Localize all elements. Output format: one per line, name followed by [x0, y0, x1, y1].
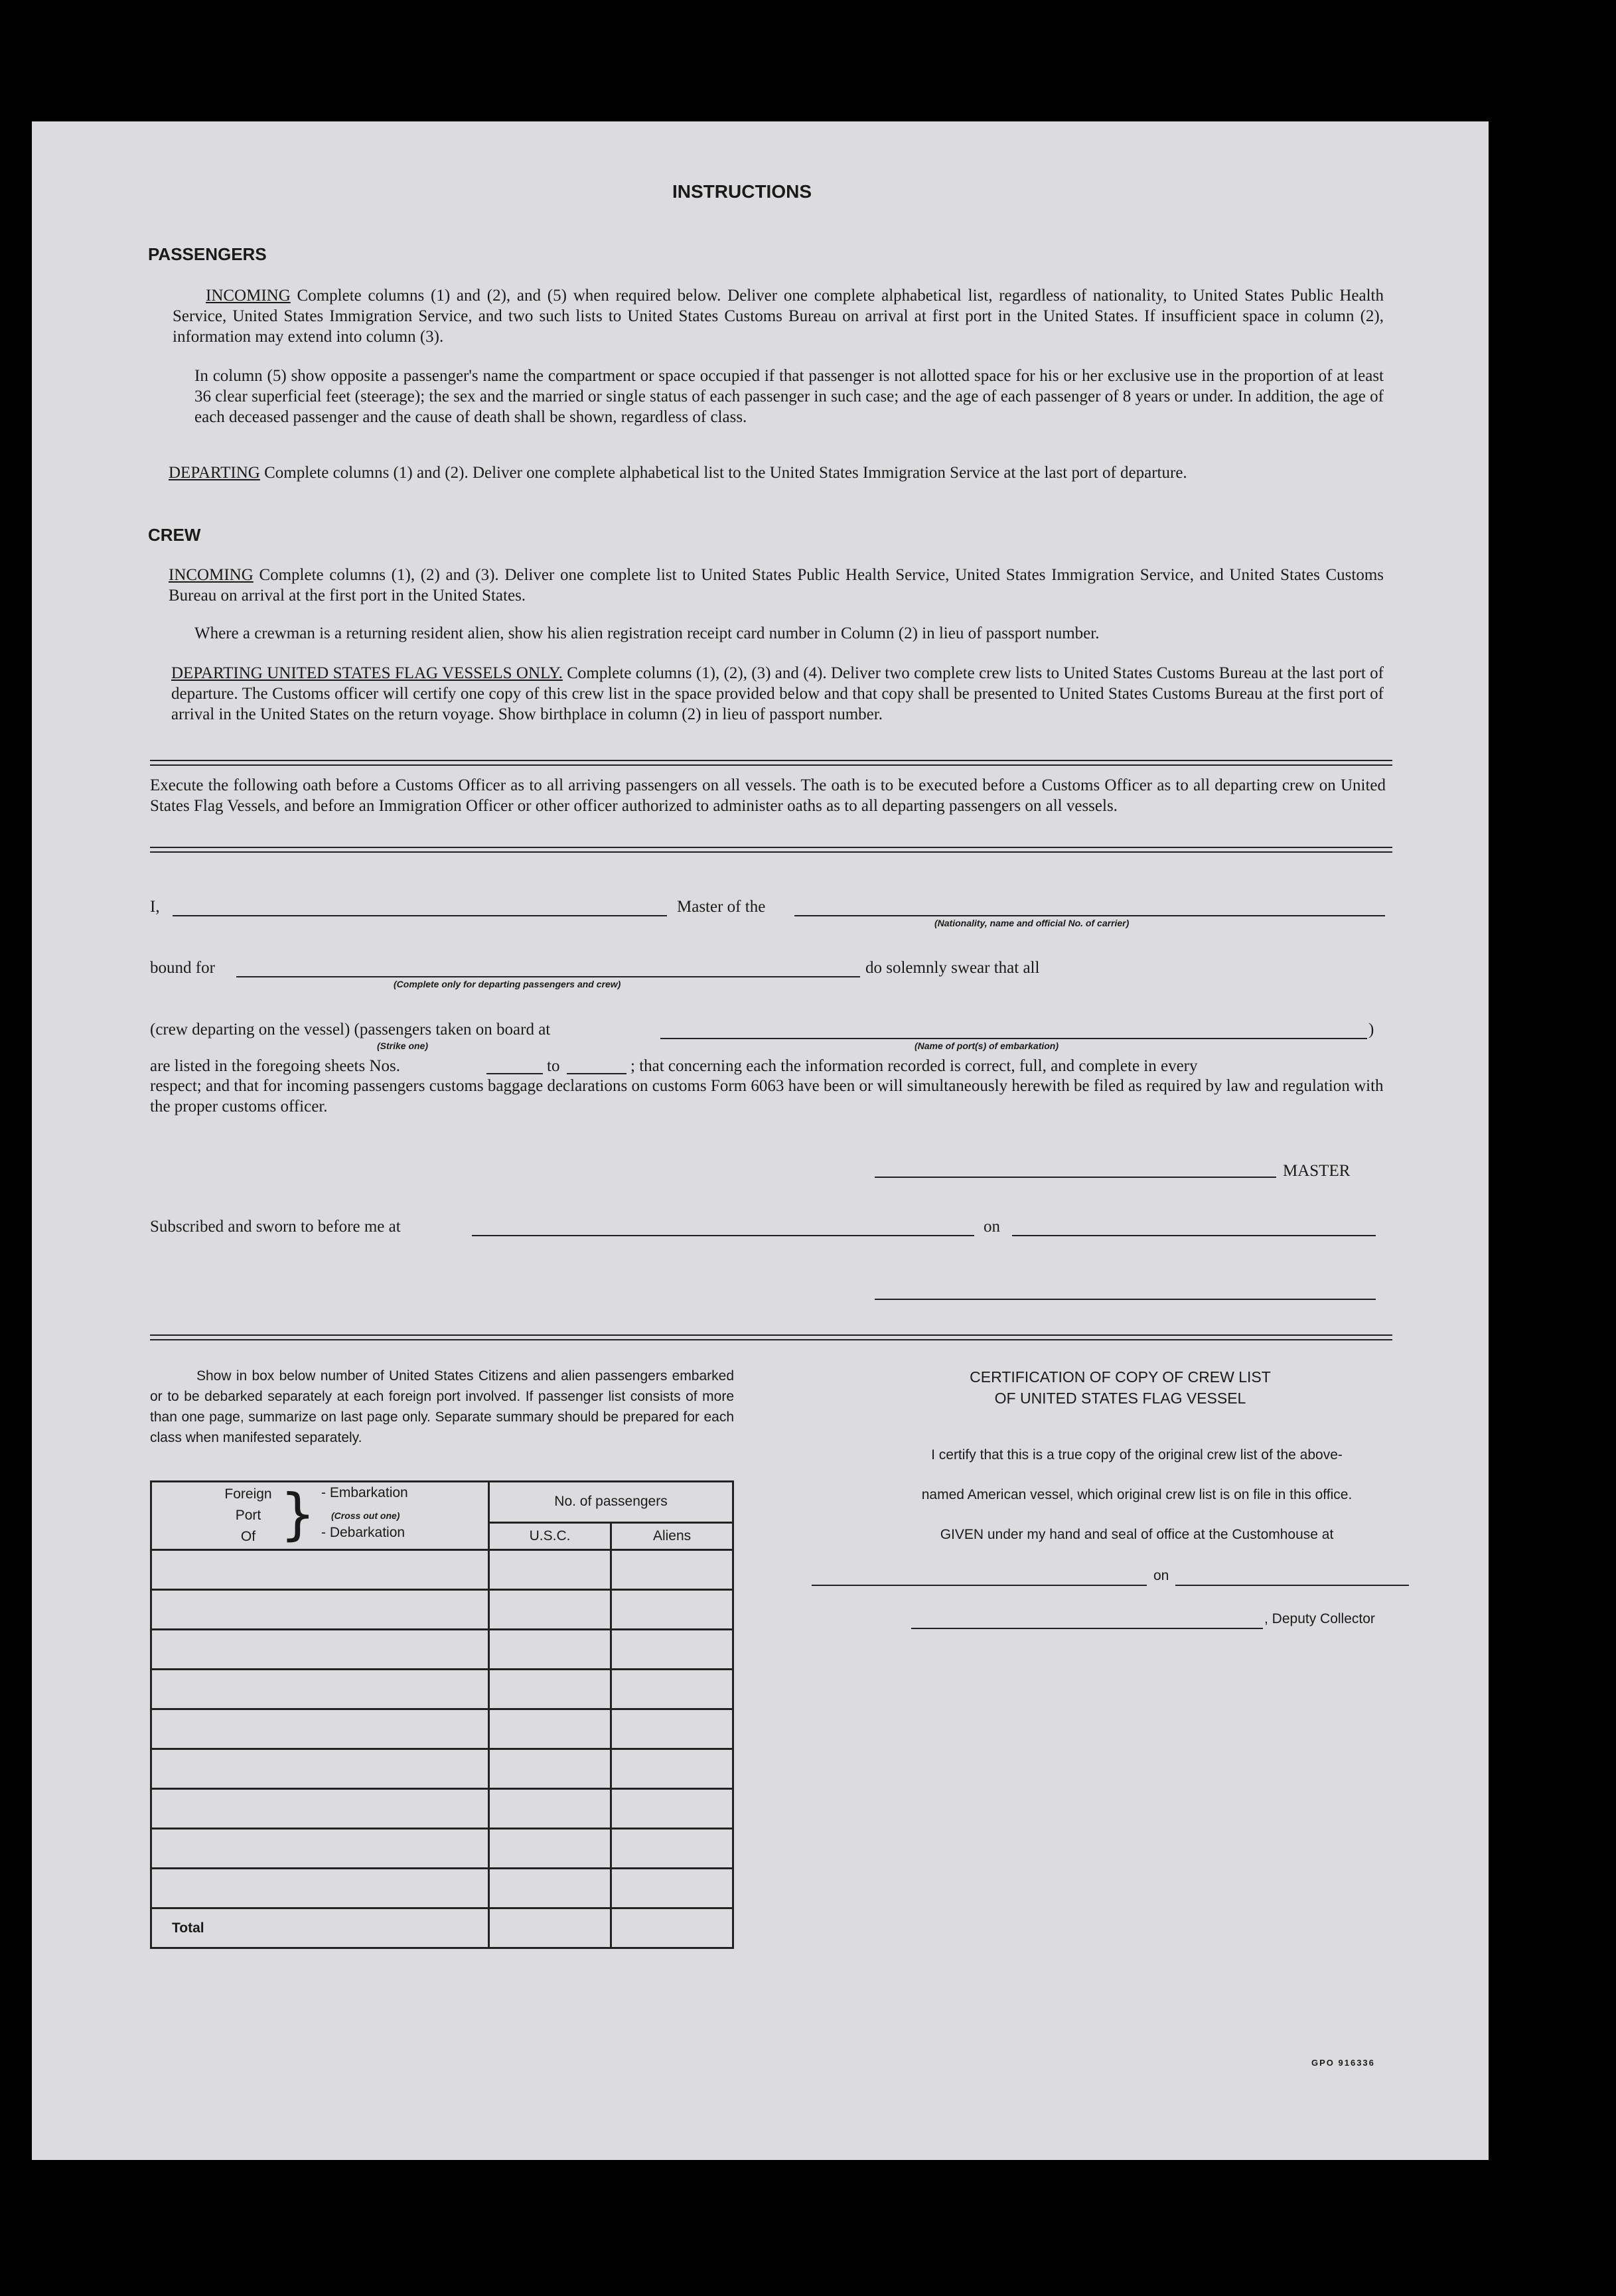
embarkation-label: - Embarkation	[321, 1485, 408, 1500]
master-name-field[interactable]	[173, 915, 667, 916]
aliens-cell[interactable]	[611, 1630, 733, 1670]
certification-line-3: GIVEN under my hand and seal of office at the Customhouse at	[940, 1527, 1334, 1542]
certification-title-1: CERTIFICATION OF COPY OF CREW LIST	[970, 1368, 1271, 1386]
foreign-label: Foreign	[224, 1486, 272, 1502]
aliens-cell[interactable]	[611, 1869, 733, 1908]
crew-passengers-text: (crew departing on the vessel) (passengers taken on board at	[150, 1021, 551, 1039]
sheet-from-field[interactable]	[486, 1073, 543, 1074]
listed-c: respect; and that for incoming passengers customs baggage declarations on customs Form 6063 have been or will simultaneously herewith be filed as required by law and regulation with the proper customs officer.	[150, 1077, 1384, 1115]
aliens-cell[interactable]	[611, 1789, 733, 1829]
usc-header: U.S.C.	[489, 1522, 611, 1549]
divider	[150, 760, 1392, 766]
passengers-incoming	[173, 285, 1384, 347]
departing-label: DEPARTING	[169, 464, 260, 482]
cross-out-caption: (Cross out one)	[331, 1510, 400, 1521]
nationality-caption: (Nationality, name and official No. of carrier)	[934, 918, 1130, 928]
port-header-cell	[151, 1482, 489, 1550]
oath-i-label: I,	[150, 898, 160, 916]
sworn-date-field[interactable]	[1012, 1235, 1376, 1236]
crewman-paragraph: Where a crewman is a returning resident alien, show his alien registration receipt card number in Column (2) in lieu of passport number.	[194, 624, 1100, 642]
divider	[150, 1334, 1392, 1340]
crew-departing	[171, 663, 1384, 725]
sworn-place-field[interactable]	[472, 1235, 974, 1236]
instructions-title: INSTRUCTIONS	[672, 181, 812, 202]
crew-incoming	[169, 565, 1384, 606]
close-paren: )	[1368, 1021, 1374, 1039]
officer-signature-field[interactable]	[875, 1299, 1376, 1300]
oath-intro: Execute the following oath before a Customs Officer as to all arriving passengers on all vessels. The oath is to be executed before a Customs Officer as to all departing crew on United States Flag Vessels, and before an Immigration Officer or other officer authorized to administer oaths as to all departing passengers on all vessels.	[150, 776, 1386, 815]
summary-intro: Show in box below number of United States Citizens and alien passengers embarked or to be debarked separately at each foreign port involved. If passenger list consists of more than one page, summarize on last page only. Separate summary should be prepared for each class when manifested separately.	[150, 1368, 734, 1445]
usc-cell[interactable]	[489, 1829, 611, 1869]
aliens-total-cell[interactable]	[611, 1908, 733, 1948]
brace-glyph: }	[280, 1482, 316, 1547]
port-cell[interactable]	[151, 1789, 489, 1829]
subscribed-label: Subscribed and sworn to before me at	[150, 1218, 401, 1236]
divider	[150, 847, 1392, 853]
master-of-the: Master of the	[677, 898, 766, 916]
aliens-header: Aliens	[611, 1522, 733, 1549]
listed-to: to	[547, 1057, 560, 1075]
strike-caption: (Strike one)	[377, 1040, 429, 1051]
aliens-cell[interactable]	[611, 1670, 733, 1709]
port-cell[interactable]	[151, 1630, 489, 1670]
gpo-code: GPO 916336	[1311, 2058, 1375, 2068]
certification-title-2: OF UNITED STATES FLAG VESSEL	[994, 1390, 1246, 1407]
aliens-cell[interactable]	[611, 1829, 733, 1869]
crew-incoming-label: INCOMING	[169, 566, 254, 584]
crew-heading: CREW	[148, 525, 201, 545]
listed-a: are listed in the foregoing sheets Nos.	[150, 1057, 400, 1075]
listed-b: ; that concerning each the information recorded is correct, full, and complete in every	[630, 1057, 1198, 1075]
master-signature-field[interactable]	[875, 1177, 1276, 1178]
port-label: Port	[235, 1508, 261, 1523]
port-cell[interactable]	[151, 1670, 489, 1709]
debarkation-label: - Debarkation	[321, 1525, 405, 1540]
sheet-to-field[interactable]	[567, 1073, 626, 1074]
ports-caption: (Name of port(s) of embarkation)	[915, 1040, 1059, 1051]
aliens-cell[interactable]	[611, 1550, 733, 1590]
bound-caption: (Complete only for departing passengers and crew)	[394, 979, 621, 989]
certification-line-2: named American vessel, which original crew list is on file in this office.	[921, 1487, 1353, 1502]
port-cell[interactable]	[151, 1550, 489, 1590]
crew-departing-label: DEPARTING UNITED STATES FLAG VESSELS ONLY.	[171, 664, 563, 682]
usc-cell[interactable]	[489, 1630, 611, 1670]
usc-cell[interactable]	[489, 1749, 611, 1789]
usc-cell[interactable]	[489, 1789, 611, 1829]
certification-date-field[interactable]	[1175, 1585, 1409, 1586]
passengers-departing	[169, 463, 1384, 483]
aliens-cell[interactable]	[611, 1709, 733, 1749]
passengers-heading: PASSENGERS	[148, 244, 267, 264]
incoming-label: INCOMING	[206, 287, 291, 305]
embarkation-ports-field[interactable]	[660, 1038, 1367, 1039]
usc-cell[interactable]	[489, 1670, 611, 1709]
certification-title	[848, 1366, 1392, 1409]
usc-cell[interactable]	[489, 1869, 611, 1908]
certification-on-label: on	[1153, 1568, 1169, 1583]
usc-cell[interactable]	[489, 1709, 611, 1749]
port-cell[interactable]	[151, 1829, 489, 1869]
port-cell[interactable]	[151, 1709, 489, 1749]
no-passengers-header: No. of passengers	[489, 1482, 733, 1523]
aliens-cell[interactable]	[611, 1749, 733, 1789]
passenger-summary-table	[150, 1480, 734, 1949]
port-cell[interactable]	[151, 1749, 489, 1789]
master-label: MASTER	[1283, 1162, 1351, 1180]
crew-incoming-text: Complete columns (1), (2) and (3). Deliver one complete list to United States Public Health Service, United States Immigration Service, and United States Customs Bureau on arrival at the first port in the United States.	[169, 566, 1384, 605]
certification-line-1: I certify that this is a true copy of the original crew list of the above-	[931, 1447, 1343, 1463]
of-label: Of	[240, 1529, 256, 1544]
bound-for-label: bound for	[150, 959, 215, 977]
port-cell[interactable]	[151, 1869, 489, 1908]
carrier-field[interactable]	[794, 915, 1385, 916]
usc-total-cell[interactable]	[489, 1908, 611, 1948]
deputy-signature-field[interactable]	[911, 1628, 1263, 1629]
deputy-collector-label: , Deputy Collector	[1264, 1611, 1375, 1626]
column5-paragraph: In column (5) show opposite a passenger's name the compartment or space occupied if that passenger is not allotted space for his or her exclusive use in the proportion of at least 36 clear superficial feet (steerage); the sex and the married or single status of each passenger in such case; and the age of each passenger of 8 years or under. In addition, the age of each deceased passenger and the cause of death shall be shown, regardless of class.	[194, 367, 1384, 426]
aliens-cell[interactable]	[611, 1590, 733, 1630]
departing-text: Complete columns (1) and (2). Deliver one complete alphabetical list to the United States Immigration Service at the last port of departure.	[264, 464, 1187, 482]
sworn-on-label: on	[984, 1218, 1000, 1236]
port-cell[interactable]	[151, 1590, 489, 1630]
swear-text: do solemnly swear that all	[865, 959, 1040, 977]
total-label: Total	[151, 1908, 489, 1948]
crew-departing-text: Complete columns (1), (2), (3) and (4). Deliver two complete crew lists to United States Customs Bureau at the last port of departure. The Customs officer will certify one copy of this crew list in the space provided below and that copy shall be presented to United States Customs Bureau at the first port of arrival in the United States on the return voyage. Show birthplace in column (2) in lieu of passport number.	[171, 664, 1384, 723]
usc-cell[interactable]	[489, 1590, 611, 1630]
customhouse-field[interactable]	[812, 1585, 1147, 1586]
bound-for-field[interactable]	[236, 976, 860, 977]
usc-cell[interactable]	[489, 1550, 611, 1590]
form-sheet	[32, 121, 1489, 2160]
incoming-text: Complete columns (1) and (2), and (5) when required below. Deliver one complete alphabetical list, regardless of nationality, to United States Public Health Service, United States Immigration Service, and two such lists to United States Customs Bureau on arrival at first port in the United States. If insufficient space in column (2), information may extend into column (3).	[173, 287, 1384, 346]
